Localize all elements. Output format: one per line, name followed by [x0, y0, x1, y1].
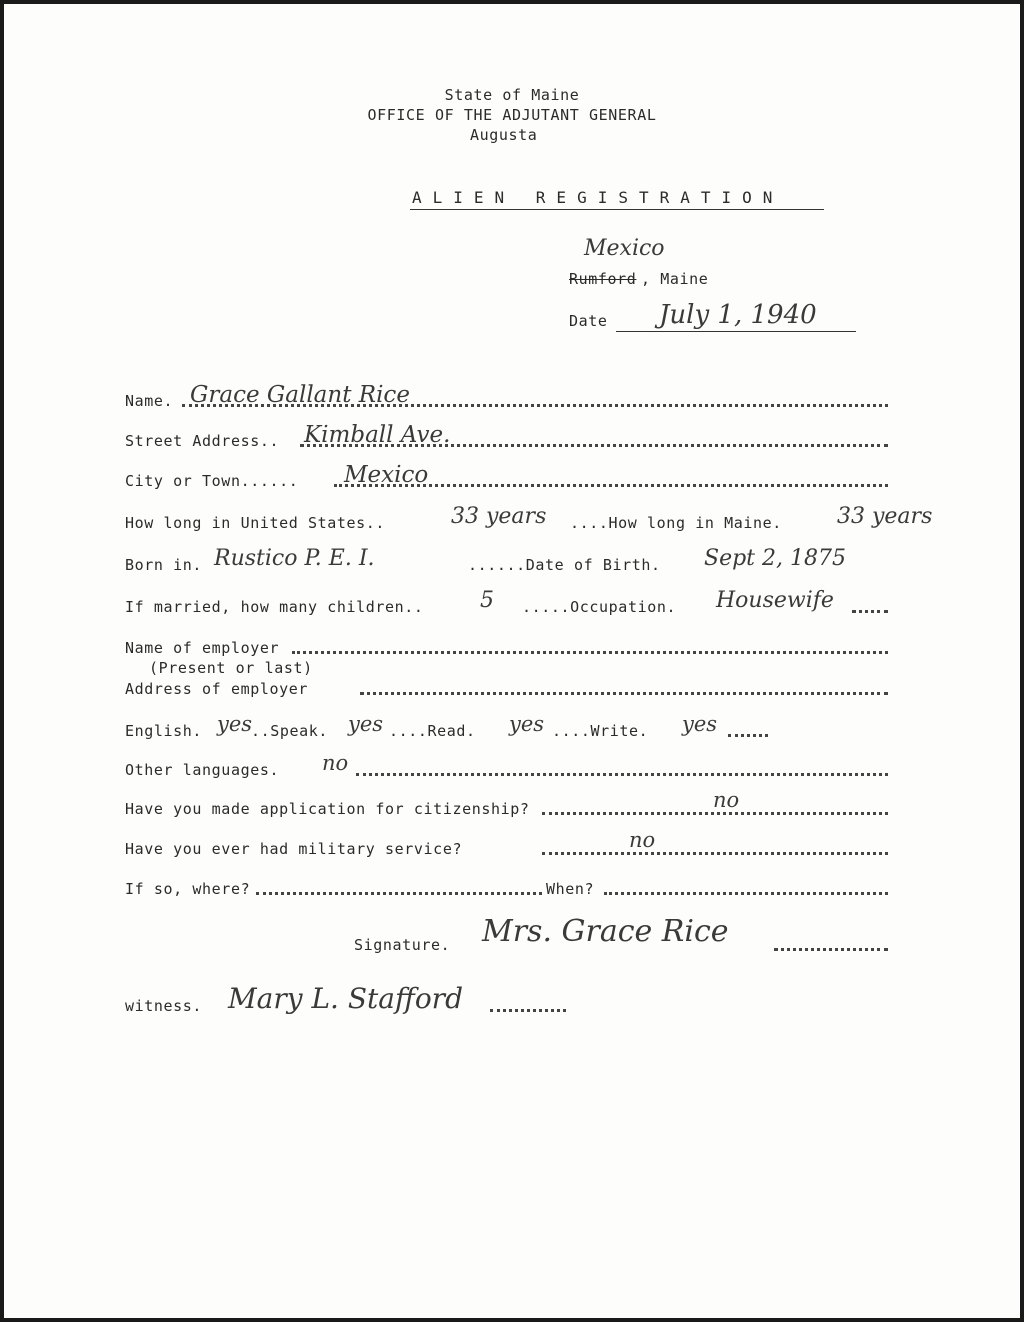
employer-name-dots — [292, 651, 888, 654]
handwritten-town: Mexico — [584, 236, 665, 261]
speak-value: yes — [348, 712, 384, 736]
date-label: Date — [569, 312, 608, 330]
children-value: 5 — [480, 588, 494, 613]
signature-dots — [774, 948, 888, 951]
employer-address-dots — [360, 692, 888, 695]
speak-label: ..Speak. — [251, 722, 329, 740]
employer-name-label: Name of employer — [125, 639, 280, 657]
children-label: If married, how many children.. — [125, 598, 424, 616]
how-long-us-label: How long in United States.. — [125, 514, 386, 532]
occupation-label: .....Occupation. — [522, 598, 677, 616]
city-value: Mexico — [344, 462, 429, 488]
document-page — [4, 4, 1020, 1318]
english-label: English. — [125, 722, 203, 740]
write-label: ....Write. — [552, 722, 649, 740]
other-languages-value: no — [322, 751, 349, 775]
military-dots — [542, 852, 888, 855]
street-value: Kimball Ave. — [304, 422, 451, 448]
employer-note: (Present or last) — [149, 659, 313, 677]
name-label: Name. — [125, 392, 174, 410]
citizenship-label: Have you made application for citizenship? — [125, 800, 530, 818]
witness-value: Mary L. Stafford — [228, 982, 463, 1015]
how-long-maine-value: 33 years — [837, 504, 933, 529]
dob-value: Sept 2, 1875 — [704, 546, 846, 571]
date-underline — [616, 331, 856, 332]
how-long-maine-label: ....How long in Maine. — [570, 514, 782, 532]
header-state: State of Maine — [444, 86, 580, 104]
citizenship-value: no — [710, 788, 742, 812]
occupation-dots — [852, 610, 888, 613]
form-title: ALIEN REGISTRATION — [412, 188, 784, 207]
read-value: yes — [509, 712, 545, 736]
other-languages-label: Other languages. — [125, 761, 280, 779]
military-label: Have you ever had military service? — [125, 840, 463, 858]
street-label: Street Address.. — [125, 432, 280, 450]
name-value: Grace Gallant Rice — [190, 382, 410, 408]
when-dots — [604, 892, 888, 895]
write-dots — [728, 734, 768, 737]
english-value: yes — [217, 712, 253, 736]
struck-town: Rumford — [569, 270, 637, 288]
header-office: OFFICE OF THE ADJUTANT GENERAL — [367, 106, 657, 124]
where-dots — [256, 892, 542, 895]
state-suffix: , Maine — [641, 270, 709, 288]
title-underline — [410, 209, 824, 210]
citizenship-dots — [542, 812, 888, 815]
where-label: If so, where? — [125, 880, 251, 898]
other-languages-dots — [356, 773, 888, 776]
dob-label: ......Date of Birth. — [468, 556, 661, 574]
read-label: ....Read. — [389, 722, 476, 740]
born-in-value: Rustico P. E. I. — [214, 546, 375, 571]
city-label: City or Town...... — [125, 472, 299, 490]
header-city: Augusta — [470, 126, 538, 144]
born-in-label: Born in. — [125, 556, 203, 574]
occupation-value: Housewife — [716, 588, 834, 613]
signature-label: Signature. — [354, 936, 451, 954]
signature-value: Mrs. Grace Rice — [482, 914, 729, 949]
military-value: no — [626, 828, 658, 852]
date-value: July 1, 1940 — [659, 300, 817, 330]
how-long-us-value: 33 years — [451, 504, 547, 529]
witness-dots — [490, 1009, 566, 1012]
when-label: When? — [546, 880, 595, 898]
employer-address-label: Address of employer — [125, 680, 308, 698]
write-value: yes — [682, 712, 718, 736]
witness-label: witness. — [125, 997, 203, 1015]
